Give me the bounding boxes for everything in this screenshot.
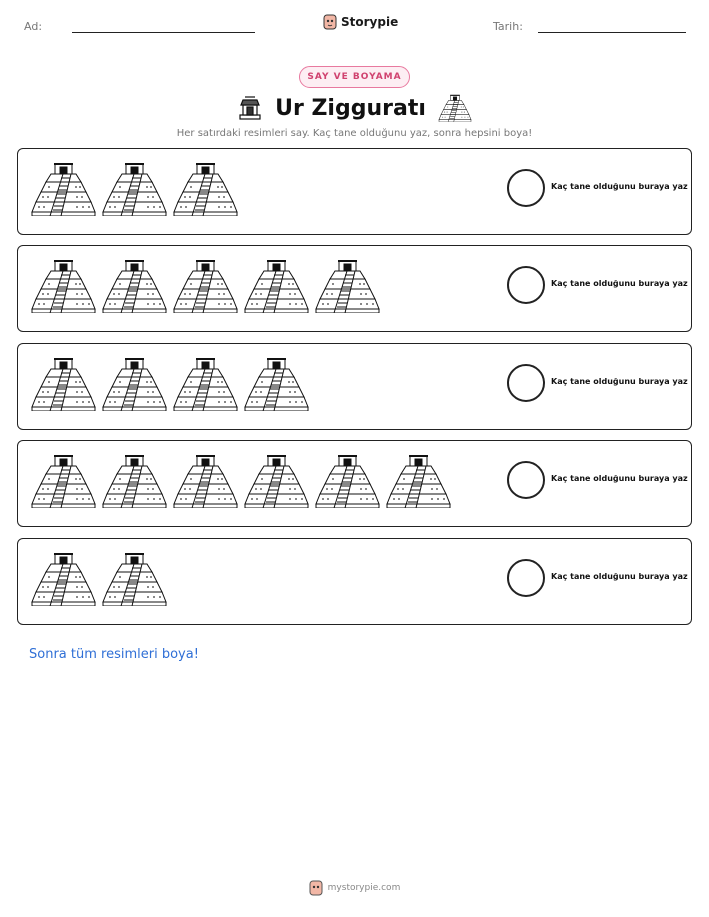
ziggurat-icon bbox=[101, 162, 168, 216]
ziggurat-icon bbox=[30, 162, 97, 216]
ziggurat-icon bbox=[314, 259, 381, 313]
answer-prompt: Kaç tane olduğunu buraya yaz bbox=[551, 182, 688, 191]
ziggurat-icon bbox=[30, 259, 97, 313]
ziggurat-icon bbox=[30, 454, 97, 508]
ziggurat-icon bbox=[243, 259, 310, 313]
ziggurat-icon bbox=[172, 357, 239, 411]
answer-prompt: Kaç tane olduğunu buraya yaz bbox=[551, 474, 688, 483]
name-input-line[interactable] bbox=[72, 32, 255, 33]
site-footer bbox=[0, 880, 709, 896]
ziggurat-icon bbox=[30, 552, 97, 606]
activity-badge: SAY VE BOYAMA bbox=[299, 66, 410, 88]
ziggurat-icon bbox=[314, 454, 381, 508]
count-row bbox=[17, 245, 692, 332]
answer-prompt: Kaç tane olduğunu buraya yaz bbox=[551, 279, 688, 288]
ziggurat-group bbox=[30, 552, 168, 606]
logo-text: Storypie bbox=[341, 15, 399, 29]
ziggurat-icon bbox=[243, 454, 310, 508]
answer-prompt: Kaç tane olduğunu buraya yaz bbox=[551, 377, 688, 386]
count-row bbox=[17, 440, 692, 527]
count-row bbox=[17, 538, 692, 625]
instructions: Her satırdaki resimleri say. Kaç tane olduğunu yaz, sonra hepsini boya! bbox=[176, 128, 533, 139]
footer-note: Sonra tüm resimleri boya! bbox=[29, 647, 199, 662]
ziggurat-icon bbox=[30, 357, 97, 411]
count-row bbox=[17, 148, 692, 235]
count-row bbox=[17, 343, 692, 430]
answer-prompt: Kaç tane olduğunu buraya yaz bbox=[551, 572, 688, 581]
title-row bbox=[0, 92, 709, 124]
answer-circle[interactable] bbox=[507, 266, 545, 304]
answer-circle[interactable] bbox=[507, 559, 545, 597]
ziggurat-group bbox=[30, 357, 310, 411]
ziggurat-group bbox=[30, 162, 239, 216]
ziggurat-group bbox=[30, 259, 381, 313]
storypie-logo bbox=[323, 13, 398, 31]
ziggurat-icon bbox=[172, 454, 239, 508]
ziggurat-icon bbox=[172, 259, 239, 313]
storypie-mascot-icon bbox=[309, 880, 323, 896]
ziggurat-icon bbox=[101, 259, 168, 313]
ziggurat-icon bbox=[101, 454, 168, 508]
temple-icon bbox=[237, 95, 263, 121]
answer-circle[interactable] bbox=[507, 461, 545, 499]
ziggurat-icon bbox=[101, 552, 168, 606]
ziggurat-icon bbox=[101, 357, 168, 411]
ziggurat-icon bbox=[243, 357, 310, 411]
site-url: mystorypie.com bbox=[327, 883, 401, 893]
ziggurat-icon bbox=[385, 454, 452, 508]
ziggurat-icon bbox=[438, 94, 472, 122]
storypie-mascot-icon bbox=[323, 14, 337, 30]
ziggurat-group bbox=[30, 454, 452, 508]
date-input-line[interactable] bbox=[538, 32, 686, 33]
ziggurat-icon bbox=[172, 162, 239, 216]
answer-circle[interactable] bbox=[507, 169, 545, 207]
name-label: Ad: bbox=[24, 20, 43, 33]
answer-circle[interactable] bbox=[507, 364, 545, 402]
date-label: Tarih: bbox=[493, 20, 523, 33]
page-title: Ur Zigguratı bbox=[275, 95, 426, 121]
